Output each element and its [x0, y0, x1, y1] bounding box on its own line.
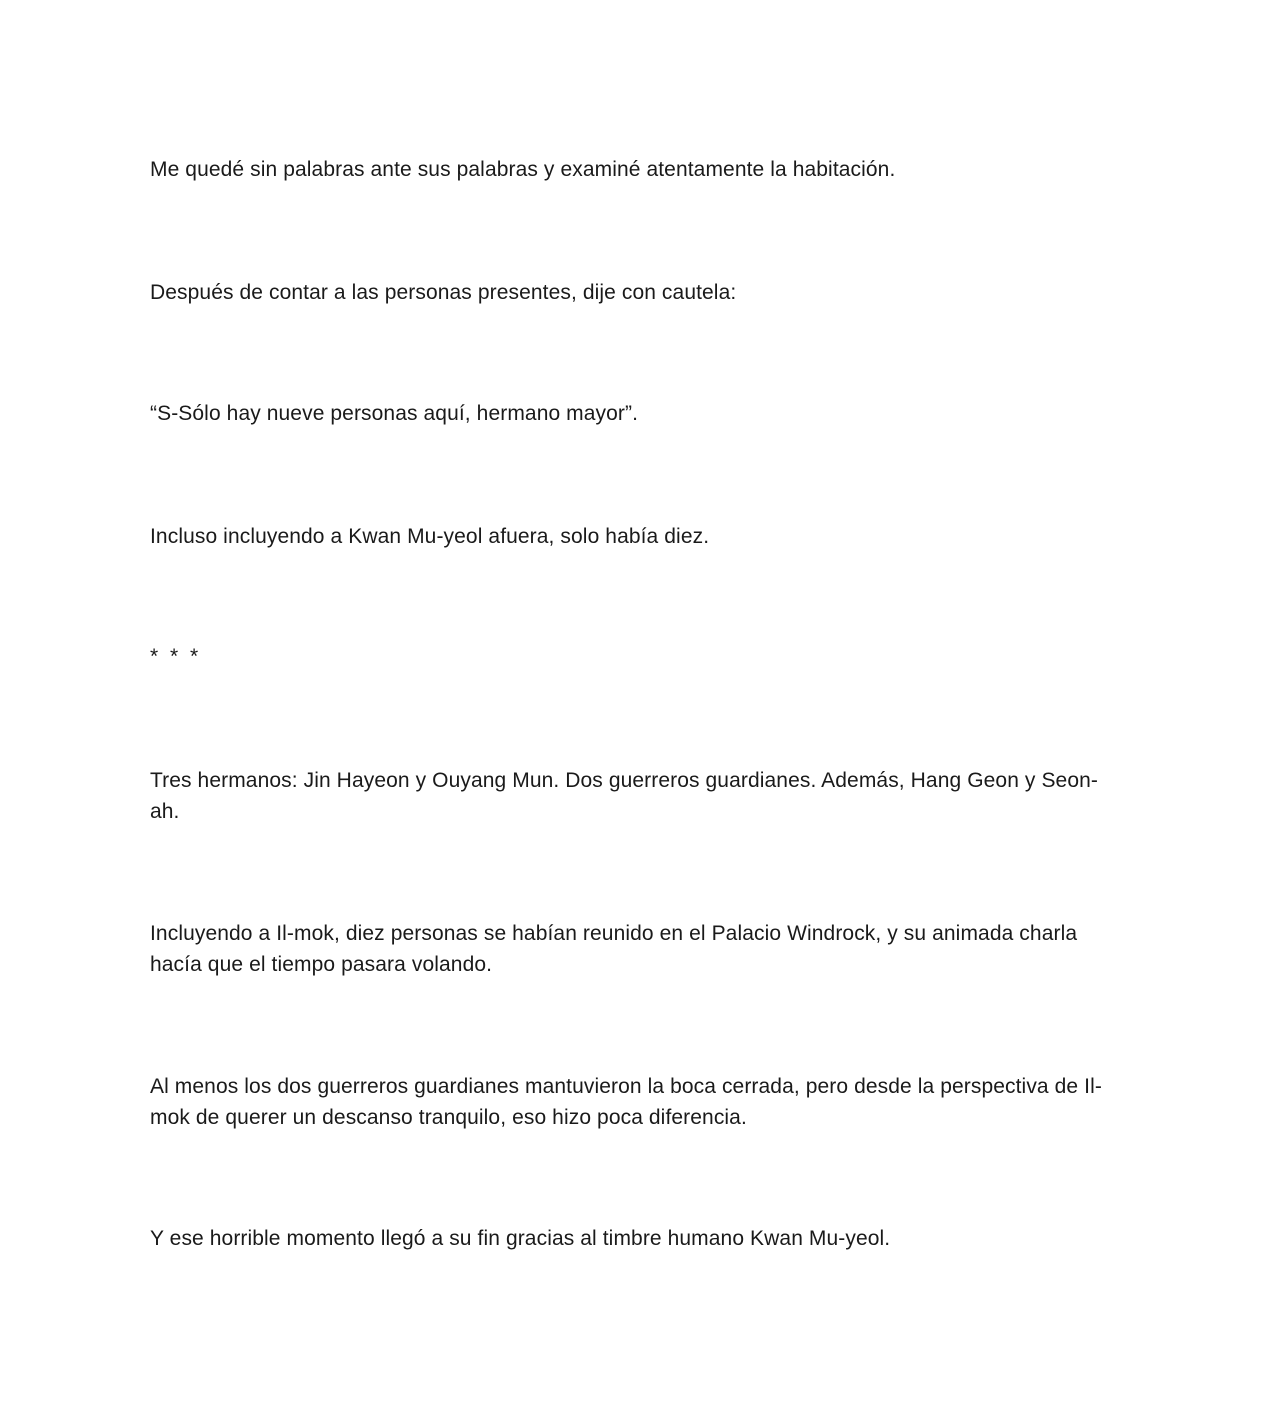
paragraph-8: Al menos los dos guerreros guardianes mantuvieron la boca cerrada, pero desde la perspectiva de Il-mok de querer un descanso tranquilo, eso hizo poca diferencia.	[150, 1075, 1102, 1129]
paragraph-6: Tres hermanos: Jin Hayeon y Ouyang Mun. Dos guerreros guardianes. Además, Hang Geon y Seon-ah.	[150, 769, 1098, 823]
paragraph-7: Incluyendo a Il-mok, diez personas se habían reunido en el Palacio Windrock, y su animada charla hacía que el tiempo pasara volando.	[150, 922, 1078, 976]
paragraph-3-dialogue: “S-Sólo hay nueve personas aquí, hermano mayor”.	[150, 402, 639, 425]
paragraph-2: Después de contar a las personas presentes, dije con cautela:	[150, 281, 737, 304]
paragraph-4: Incluso incluyendo a Kwan Mu-yeol afuera, solo había diez.	[150, 525, 710, 548]
paragraph-1: Me quedé sin palabras ante sus palabras y examiné atentamente la habitación.	[150, 158, 896, 181]
paragraph-9: Y ese horrible momento llegó a su fin gracias al timbre humano Kwan Mu-yeol.	[150, 1227, 891, 1250]
section-break: * * *	[150, 645, 202, 668]
